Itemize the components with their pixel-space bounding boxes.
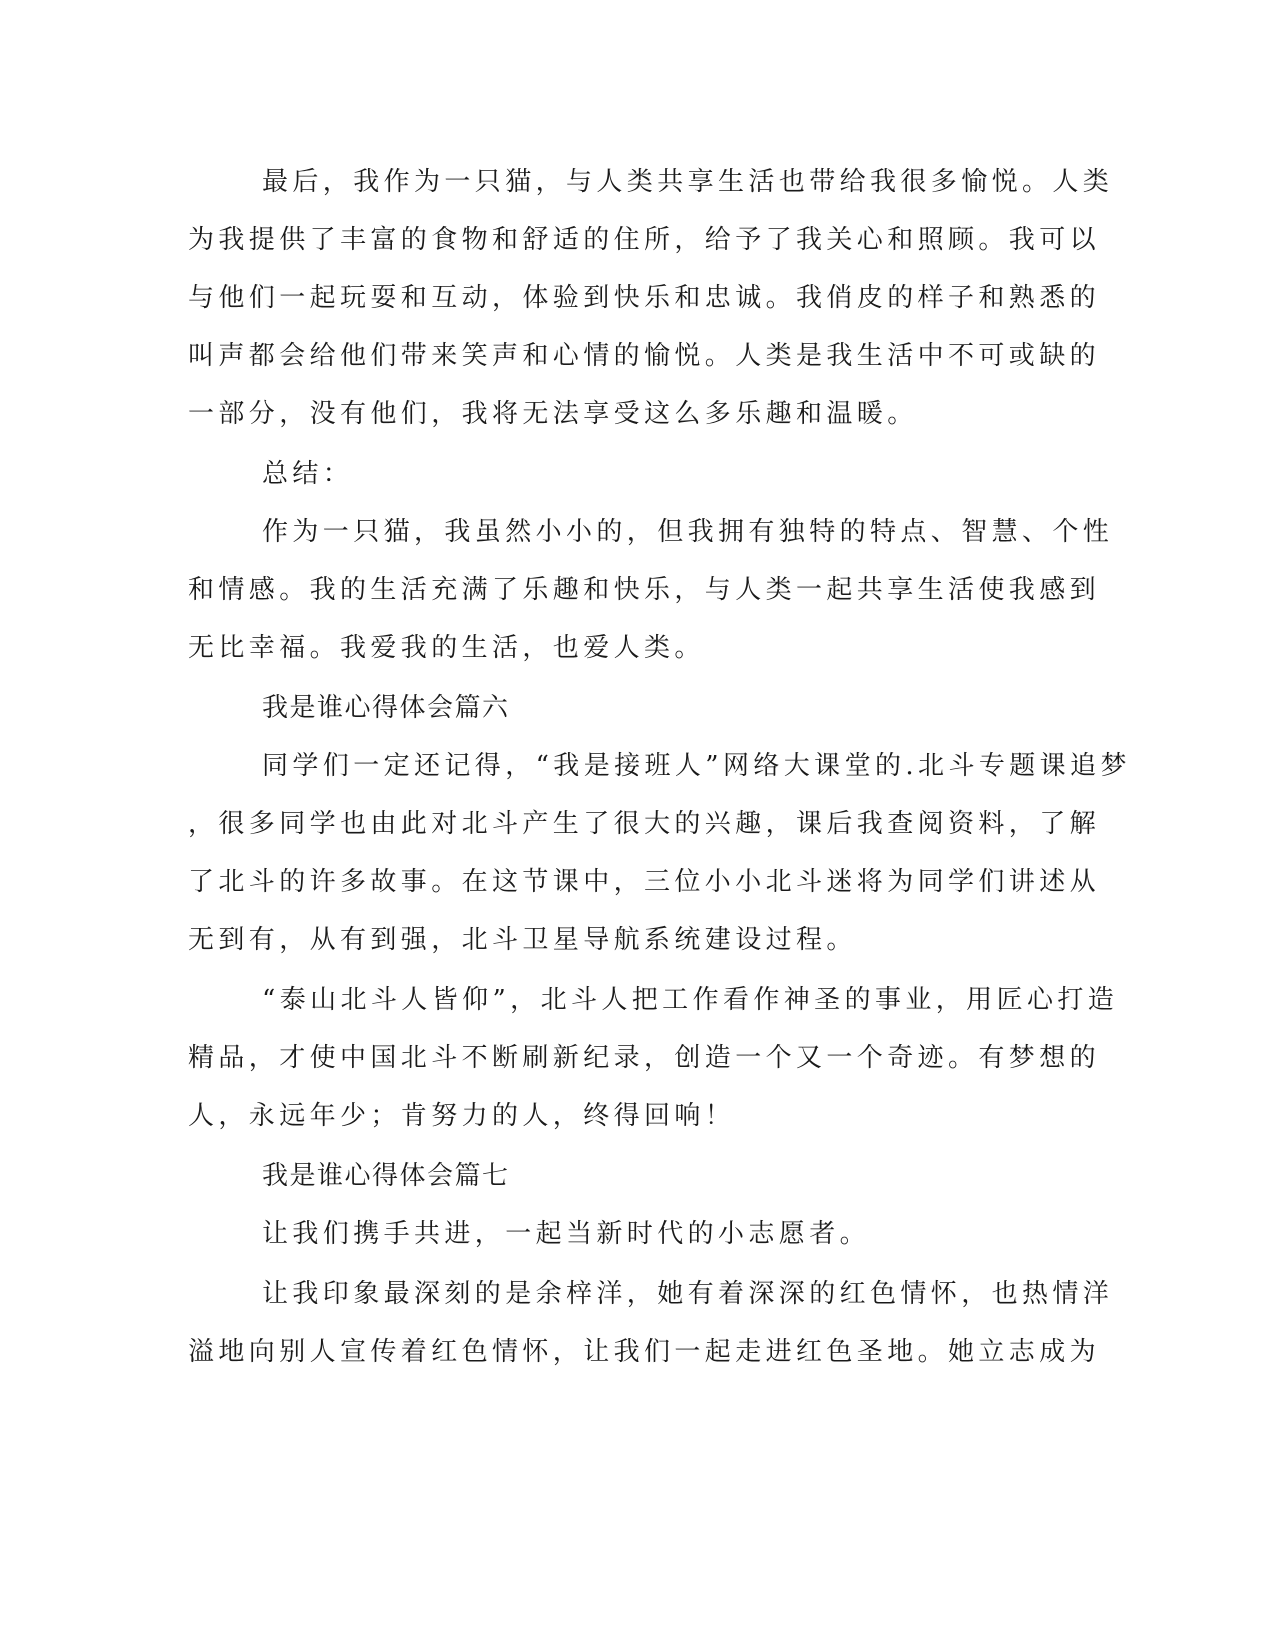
paragraph-line: 最后，我作为一只猫，与人类共享生活也带给我很多愉悦。人类 — [262, 167, 1114, 197]
paragraph-line: “泰山北斗人皆仰”，北斗人把工作看作神圣的事业，用匠心打造 — [262, 985, 1119, 1015]
paragraph-line: 无比幸福。我爱我的生活，也爱人类。 — [188, 633, 705, 663]
paragraph-line: 人，永远年少；肯努力的人，终得回响！ — [188, 1101, 736, 1131]
paragraph-line: ，很多同学也由此对北斗产生了很大的兴趣，课后我查阅资料，了解 — [188, 809, 1101, 839]
paragraph-line: 精品，才使中国北斗不断刷新纪录，创造一个又一个奇迹。有梦想的 — [188, 1043, 1101, 1073]
paragraph-line: 让我们携手共进，一起当新时代的小志愿者。 — [262, 1219, 871, 1249]
paragraph-line: 无到有，从有到强，北斗卫星导航系统建设过程。 — [188, 925, 857, 955]
paragraph-line: 一部分，没有他们，我将无法享受这么多乐趣和温暖。 — [188, 399, 918, 429]
paragraph-line: 叫声都会给他们带来笑声和心情的愉悦。人类是我生活中不可或缺的 — [188, 341, 1101, 371]
paragraph-line: 同学们一定还记得，“我是接班人”网络大课堂的.北斗专题课追梦 — [262, 751, 1131, 781]
section-heading-7: 我是谁心得体会篇七 — [262, 1161, 510, 1191]
paragraph-line: 了北斗的许多故事。在这节课中，三位小小北斗迷将为同学们讲述从 — [188, 867, 1101, 897]
paragraph-line: 和情感。我的生活充满了乐趣和快乐，与人类一起共享生活使我感到 — [188, 575, 1101, 605]
paragraph-line: 作为一只猫，我虽然小小的，但我拥有独特的特点、智慧、个性 — [262, 517, 1114, 547]
paragraph-line: 让我印象最深刻的是余梓洋，她有着深深的红色情怀，也热情洋 — [262, 1279, 1114, 1309]
paragraph-line: 与他们一起玩耍和互动，体验到快乐和忠诚。我俏皮的样子和熟悉的 — [188, 283, 1101, 313]
section-heading-6: 我是谁心得体会篇六 — [262, 693, 510, 723]
summary-label: 总结： — [262, 459, 354, 489]
paragraph-line: 为我提供了丰富的食物和舒适的住所，给予了我关心和照顾。我可以 — [188, 225, 1101, 255]
paragraph-line: 溢地向别人宣传着红色情怀，让我们一起走进红色圣地。她立志成为 — [188, 1337, 1101, 1367]
